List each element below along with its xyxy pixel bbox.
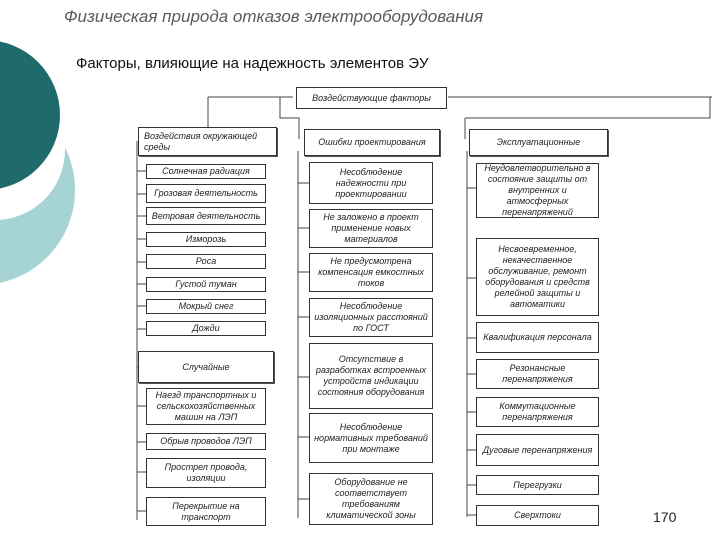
- operation-item: Сверхтоки: [476, 505, 599, 526]
- design-item: Не предусмотрена компенсация емкостных токов: [309, 253, 433, 292]
- random-item: Обрыв проводов ЛЭП: [146, 433, 266, 450]
- root-factors-box: Воздействующие факторы: [296, 87, 447, 109]
- environment-item: Ветровая деятельность: [146, 207, 266, 225]
- environment-item: Грозовая деятельность: [146, 184, 266, 203]
- connector-operation-column: [467, 151, 476, 517]
- random-item: Наезд транспортных и сельскохозяйственных машин на ЛЭП: [146, 388, 266, 425]
- design-item: Несоблюдение нормативных требований при монтаже: [309, 413, 433, 463]
- random-category-box: Случайные: [138, 351, 274, 383]
- environment-item: Мокрый снег: [146, 299, 266, 314]
- connector-design-column: [298, 151, 309, 518]
- operation-item: Несвоевременное, некачественное обслуживание, ремонт оборудования и средств релейной защиты и автоматики: [476, 238, 599, 316]
- slide-subtitle: Факторы, влияющие на надежность элементов ЭУ: [76, 55, 429, 72]
- environment-item: Густой туман: [146, 277, 266, 292]
- connector-root-bus: [208, 97, 712, 139]
- operation-item: Неудовлетворительно в состояние защиты от внутренних и атмосферных перенапряжений: [476, 163, 599, 218]
- random-item: Перекрытие на транспорт: [146, 497, 266, 526]
- design-item: Отсутствие в разработках встроенных устройств индикации состояния оборудования: [309, 343, 433, 409]
- operation-item: Дуговые перенапряжения: [476, 434, 599, 466]
- design-category-box: Ошибки проектирования: [304, 129, 440, 156]
- operation-category-box: Эксплуатационные: [469, 129, 608, 156]
- environment-item: Изморозь: [146, 232, 266, 247]
- connector-environment-column: [137, 141, 146, 520]
- page-number: 170: [653, 509, 677, 525]
- random-item: Прострел провода, изоляции: [146, 458, 266, 488]
- operation-item: Коммутационные перенапряжения: [476, 397, 599, 427]
- design-item: Несоблюдение изоляционных расстояний по ГОСТ: [309, 298, 433, 337]
- operation-item: Перегрузки: [476, 475, 599, 495]
- operation-item: Резонансные перенапряжения: [476, 359, 599, 389]
- environment-item: Роса: [146, 254, 266, 269]
- environment-item: Солнечная радиация: [146, 164, 266, 179]
- design-item: Не заложено в проект применение новых материалов: [309, 209, 433, 248]
- slide-title: Физическая природа отказов электрооборудования: [64, 7, 484, 26]
- design-item: Оборудование не соответствует требованиям климатической зоны: [309, 473, 433, 525]
- operation-item: Квалификация персонала: [476, 322, 599, 353]
- environment-category-box: Воздействия окружающей среды: [138, 127, 277, 156]
- design-item: Несоблюдение надежности при проектировании: [309, 162, 433, 204]
- environment-item: Дожди: [146, 321, 266, 336]
